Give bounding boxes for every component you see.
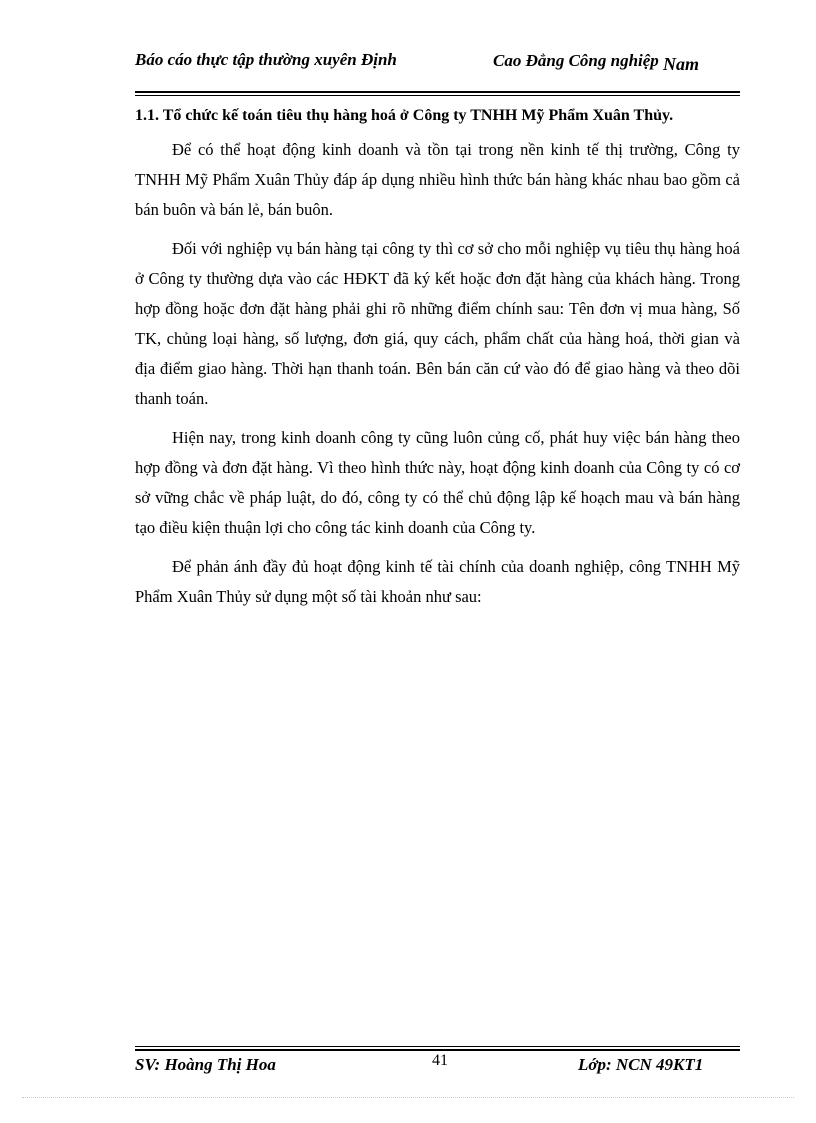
header-school	[493, 50, 700, 74]
paragraph-4: Để phản ánh đầy đủ hoạt động kinh tế tài chính của doanh nghiệp, công TNHH Mỹ Phẩm Xuân Thủy sử dụng một số tài khoản như sau:	[135, 557, 740, 606]
header-rule-thick	[135, 91, 740, 93]
page-edge-divider	[22, 1097, 794, 1098]
document-body	[135, 105, 740, 621]
header-school-tail: Nam	[663, 54, 700, 74]
footer-rule-thin	[135, 1046, 740, 1047]
paragraph-2: Đối với nghiệp vụ bán hàng tại công ty thì cơ sở cho mỗi nghiệp vụ tiêu thụ hàng hoá ở Công ty thường dựa vào các HĐKT đã ký kết hoặc đơn đặt hàng của khách hàng. Trong hợp đồng hoặc đơn đặt hàng phải ghi rõ những điểm chính sau: Tên đơn vị mua hàng, Số TK, chủng loại hàng, số lượng, đơn giá, quy cách, phẩm chất của hàng hoá, thời gian và địa điểm giao hàng. Thời hạn thanh toán. Bên bán căn cứ vào đó để giao hàng và theo dõi thanh toán.	[135, 239, 740, 408]
section-title: 1.1. Tổ chức kế toán tiêu thụ hàng hoá ở Công ty TNHH Mỹ Phẩm Xuân Thủy.	[135, 107, 674, 124]
footer-rule-thick	[135, 1049, 740, 1051]
paragraph-3: Hiện nay, trong kinh doanh công ty cũng luôn củng cố, phát huy việc bán hàng theo hợp đồng và đơn đặt hàng. Vì theo hình thức này, hoạt động kinh doanh của Công ty có cơ sở vững chắc về pháp luật, do đó, công ty có thể chủ động lập kế hoạch mau và bán hàng tạo điều kiện thuận lợi cho công tác kinh doanh của Công ty.	[135, 428, 740, 537]
header-school-main: Cao Đẳng Công nghiệp	[493, 51, 659, 70]
header-report-title: Báo cáo thực tập thường xuyên Định	[135, 50, 397, 69]
footer-student: SV: Hoàng Thị Hoa	[135, 1055, 276, 1074]
page-number: 41	[432, 1052, 448, 1069]
footer-class: Lớp: NCN 49KT1	[578, 1055, 704, 1074]
header-rule-thin	[135, 95, 740, 96]
paragraph-1: Để có thể hoạt động kinh doanh và tồn tại trong nền kinh tế thị trường, Công ty TNHH Mỹ Phẩm Xuân Thủy đáp áp dụng nhiều hình thức bán hàng khác nhau bao gồm cả bán buôn và bán lẻ, bán buôn.	[135, 140, 740, 219]
